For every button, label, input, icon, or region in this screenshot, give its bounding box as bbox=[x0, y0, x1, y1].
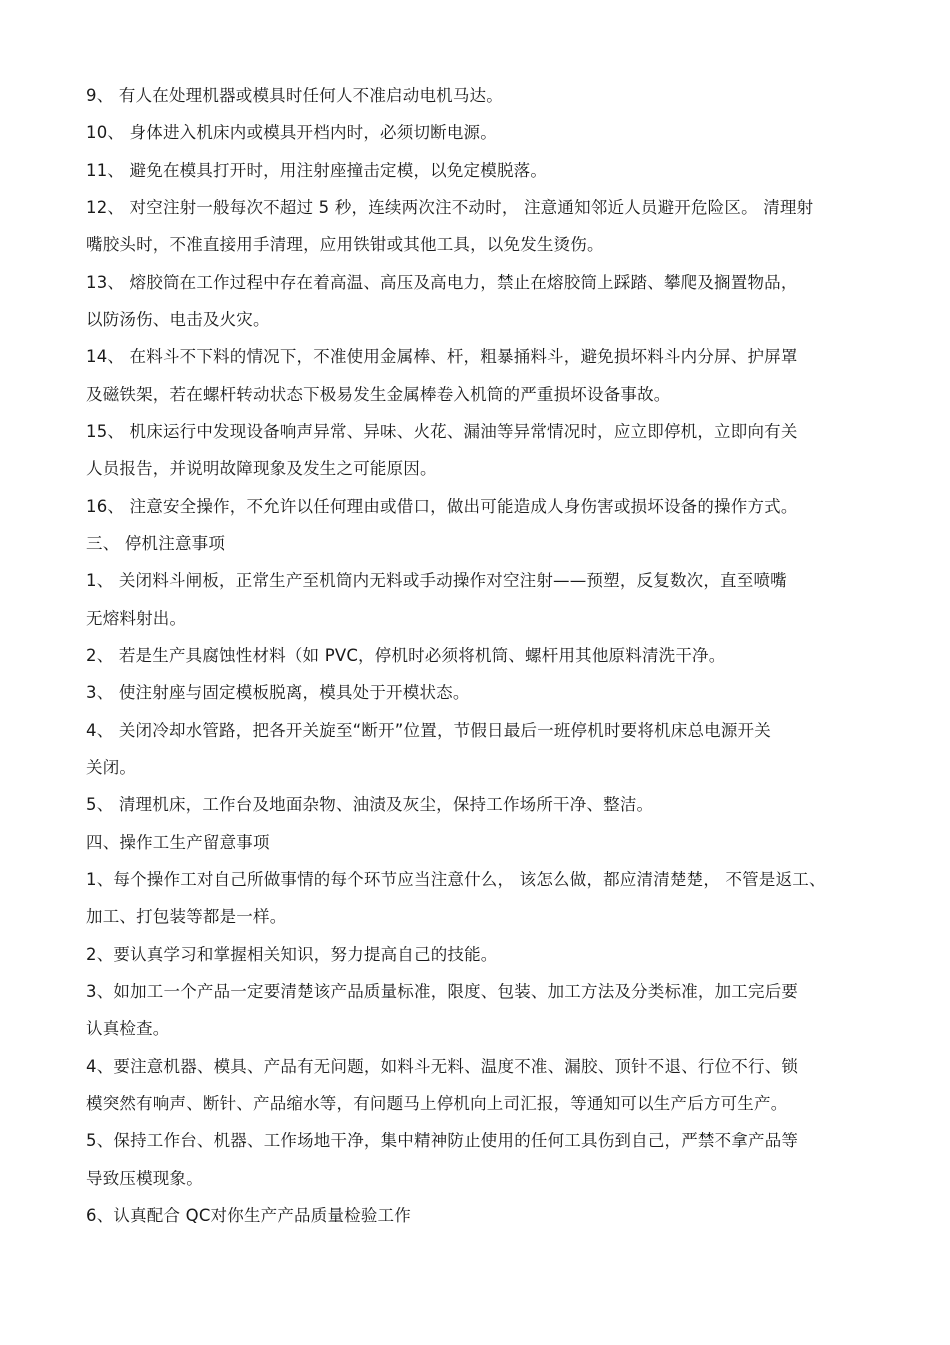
text-line: 6、认真配合 QC对你生产产品质量检验工作 bbox=[86, 1206, 411, 1225]
text-line: 嘴胶头时，不准直接用手清理，应用铁钳或其他工具，以免发生烫伤。 bbox=[86, 235, 604, 254]
text-line: 导致压模现象。 bbox=[86, 1169, 203, 1188]
text-line: 1、 关闭料斗闸板，正常生产至机筒内无料或手动操作对空注射——预塑，反复数次，直至喷嘴 bbox=[86, 571, 787, 590]
text-line: 1、每个操作工对自己所做事情的每个环节应当注意什么， 该怎么做，都应清清楚楚， 不管是返工、 bbox=[86, 870, 826, 889]
text-line: 14、 在料斗不下料的情况下，不准使用金属棒、杆，粗暴捅料斗，避免损坏料斗内分屏、护屏罩 bbox=[86, 347, 798, 366]
text-line: 10、 身体进入机床内或模具开档内时，必须切断电源。 bbox=[86, 123, 497, 142]
text-line: 以防汤伤、电击及火灾。 bbox=[86, 310, 270, 329]
text-line: 4、 关闭冷却水管路，把各开关旋至“断开”位置，节假日最后一班停机时要将机床总电源开关 bbox=[86, 721, 771, 740]
text-line: 关闭。 bbox=[86, 758, 137, 777]
text-line: 13、 熔胶筒在工作过程中存在着高温、高压及高电力，禁止在熔胶筒上踩踏、攀爬及搁置物品， bbox=[86, 273, 798, 292]
text-line: 16、 注意安全操作，不允许以任何理由或借口，做出可能造成人身伤害或损坏设备的操作方式。 bbox=[86, 497, 798, 516]
text-line: 11、 避免在模具打开时，用注射座撞击定模，以免定模脱落。 bbox=[86, 161, 548, 180]
text-line: 2、 若是生产具腐蚀性材料（如 PVC，停机时必须将机筒、螺杆用其他原料清洗干净。 bbox=[86, 646, 726, 665]
text-line: 15、 机床运行中发现设备响声异常、异味、火花、漏油等异常情况时，应立即停机，立即向有关 bbox=[86, 422, 798, 441]
text-line: 2、要认真学习和掌握相关知识，努力提高自己的技能。 bbox=[86, 945, 498, 964]
text-line: 无熔料射出。 bbox=[86, 609, 187, 628]
text-line: 12、 对空注射一般每次不超过 5 秒，连续两次注不动时， 注意通知邻近人员避开危险区。 清理射 bbox=[86, 198, 814, 217]
text-line: 及磁铁架，若在螺杆转动状态下极易发生金属棒卷入机筒的严重损坏设备事故。 bbox=[86, 385, 671, 404]
section-heading: 四、操作工生产留意事项 bbox=[86, 833, 270, 852]
text-line: 人员报告，并说明故障现象及发生之可能原因。 bbox=[86, 459, 437, 478]
text-line: 5、保持工作台、机器、工作场地干净，集中精神防止使用的任何工具伤到自己，严禁不拿产品等 bbox=[86, 1131, 799, 1150]
text-line: 4、要注意机器、模具、产品有无问题，如料斗无料、温度不准、漏胶、顶针不退、行位不行、锁 bbox=[86, 1057, 799, 1076]
text-line: 3、 使注射座与固定模板脱离，模具处于开模状态。 bbox=[86, 683, 470, 702]
text-line: 5、 清理机床，工作台及地面杂物、油渍及灰尘，保持工作场所干净、整洁。 bbox=[86, 795, 654, 814]
text-line: 3、如加工一个产品一定要清楚该产品质量标准，限度、包装、加工方法及分类标准，加工完后要 bbox=[86, 982, 799, 1001]
text-line: 模突然有响声、断针、产品缩水等，有问题马上停机向上司汇报，等通知可以生产后方可生产。 bbox=[86, 1094, 788, 1113]
section-heading: 三、 停机注意事项 bbox=[86, 534, 226, 553]
text-line: 认真检查。 bbox=[86, 1019, 170, 1038]
text-line: 加工、打包装等都是一样。 bbox=[86, 907, 287, 926]
text-line: 9、 有人在处理机器或模具时任何人不准启动电机马达。 bbox=[86, 86, 503, 105]
